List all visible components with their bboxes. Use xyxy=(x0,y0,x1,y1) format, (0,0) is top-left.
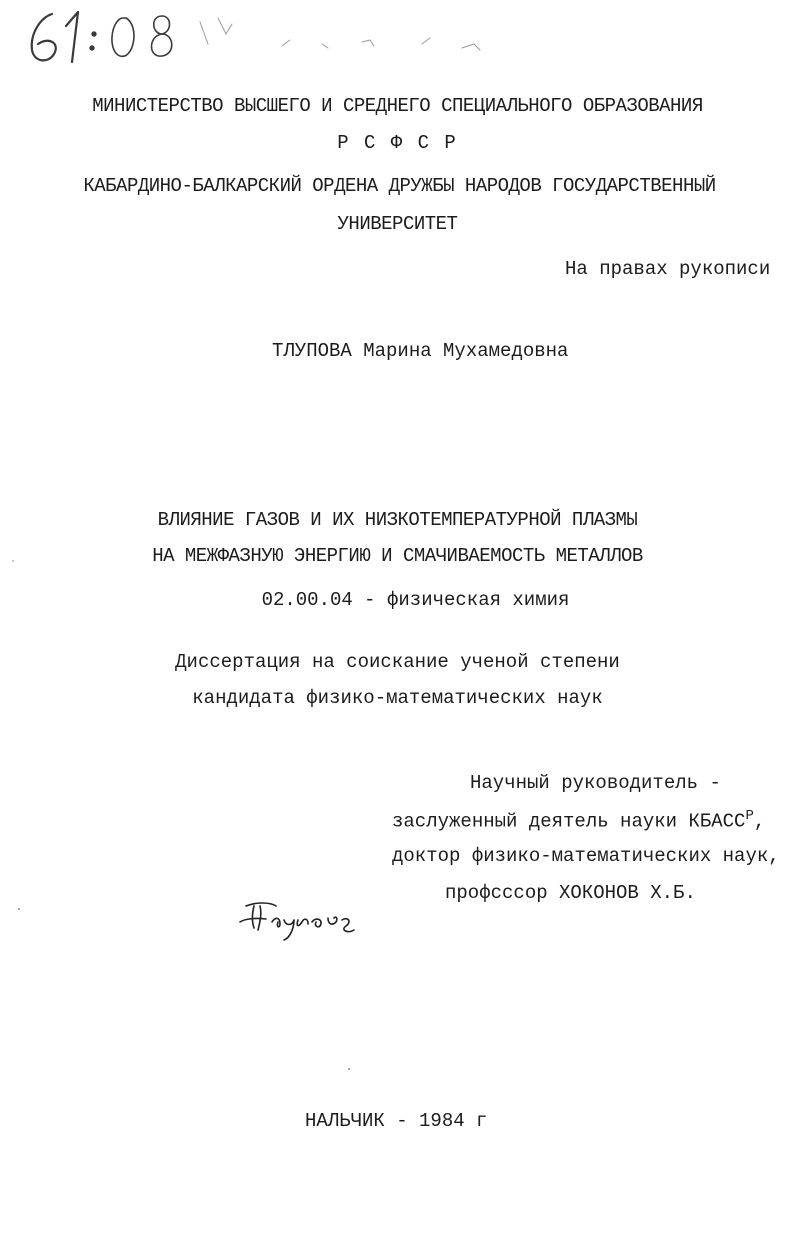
scan-speck xyxy=(348,1068,350,1070)
scan-speck xyxy=(12,560,14,562)
supervisor-name: профсссор ХОКОНОВ Х.Б. xyxy=(445,882,696,904)
manuscript-note: На правах рукописи xyxy=(565,258,771,280)
ministry-heading: МИНИСТЕРСТВО ВЫСШЕГО И СРЕДНЕГО СПЕЦИАЛЬНОГО ОБРАЗОВАНИЯ xyxy=(92,95,703,117)
degree-line1: Диссертация на соискание ученой степени xyxy=(175,651,620,673)
university-heading-line2: УНИВЕРСИТЕТ xyxy=(337,213,458,235)
republic-heading: Р С Ф С Р xyxy=(337,132,458,154)
supervisor-title-text: заслуженный деятель науки КБАСС xyxy=(392,810,746,833)
specialty-code: 02.00.04 - физическая химия xyxy=(261,589,570,611)
supervisor-title xyxy=(392,808,765,832)
author-signature xyxy=(236,888,366,944)
city-year: НАЛЬЧИК - 1984 г xyxy=(305,1110,488,1132)
scan-speck xyxy=(18,908,20,910)
supervisor-degree: доктор физико-математических наук, xyxy=(392,845,780,867)
thesis-title-line2: НА МЕЖФАЗНУЮ ЭНЕРГИЮ И СМАЧИВАЕМОСТЬ МЕТАЛЛОВ xyxy=(152,545,643,567)
archive-number-stamp xyxy=(22,4,502,74)
degree-line2: кандидата физико-математических наук xyxy=(192,687,603,709)
author-name: ТЛУПОВА Марина Мухамедовна xyxy=(272,340,569,362)
supervisor-title-comma: , xyxy=(753,810,766,833)
thesis-title-line1: ВЛИЯНИЕ ГАЗОВ И ИХ НИЗКОТЕМПЕРАТУРНОЙ ПЛАЗМЫ xyxy=(157,509,638,531)
supervisor-title-superscript: Р xyxy=(745,808,754,824)
supervisor-label: Научный руководитель - xyxy=(470,772,721,794)
university-heading-line1: КАБАРДИНО-БАЛКАРСКИЙ ОРДЕНА ДРУЖБЫ НАРОДОВ ГОСУДАРСТВЕННЫЙ xyxy=(83,175,716,197)
